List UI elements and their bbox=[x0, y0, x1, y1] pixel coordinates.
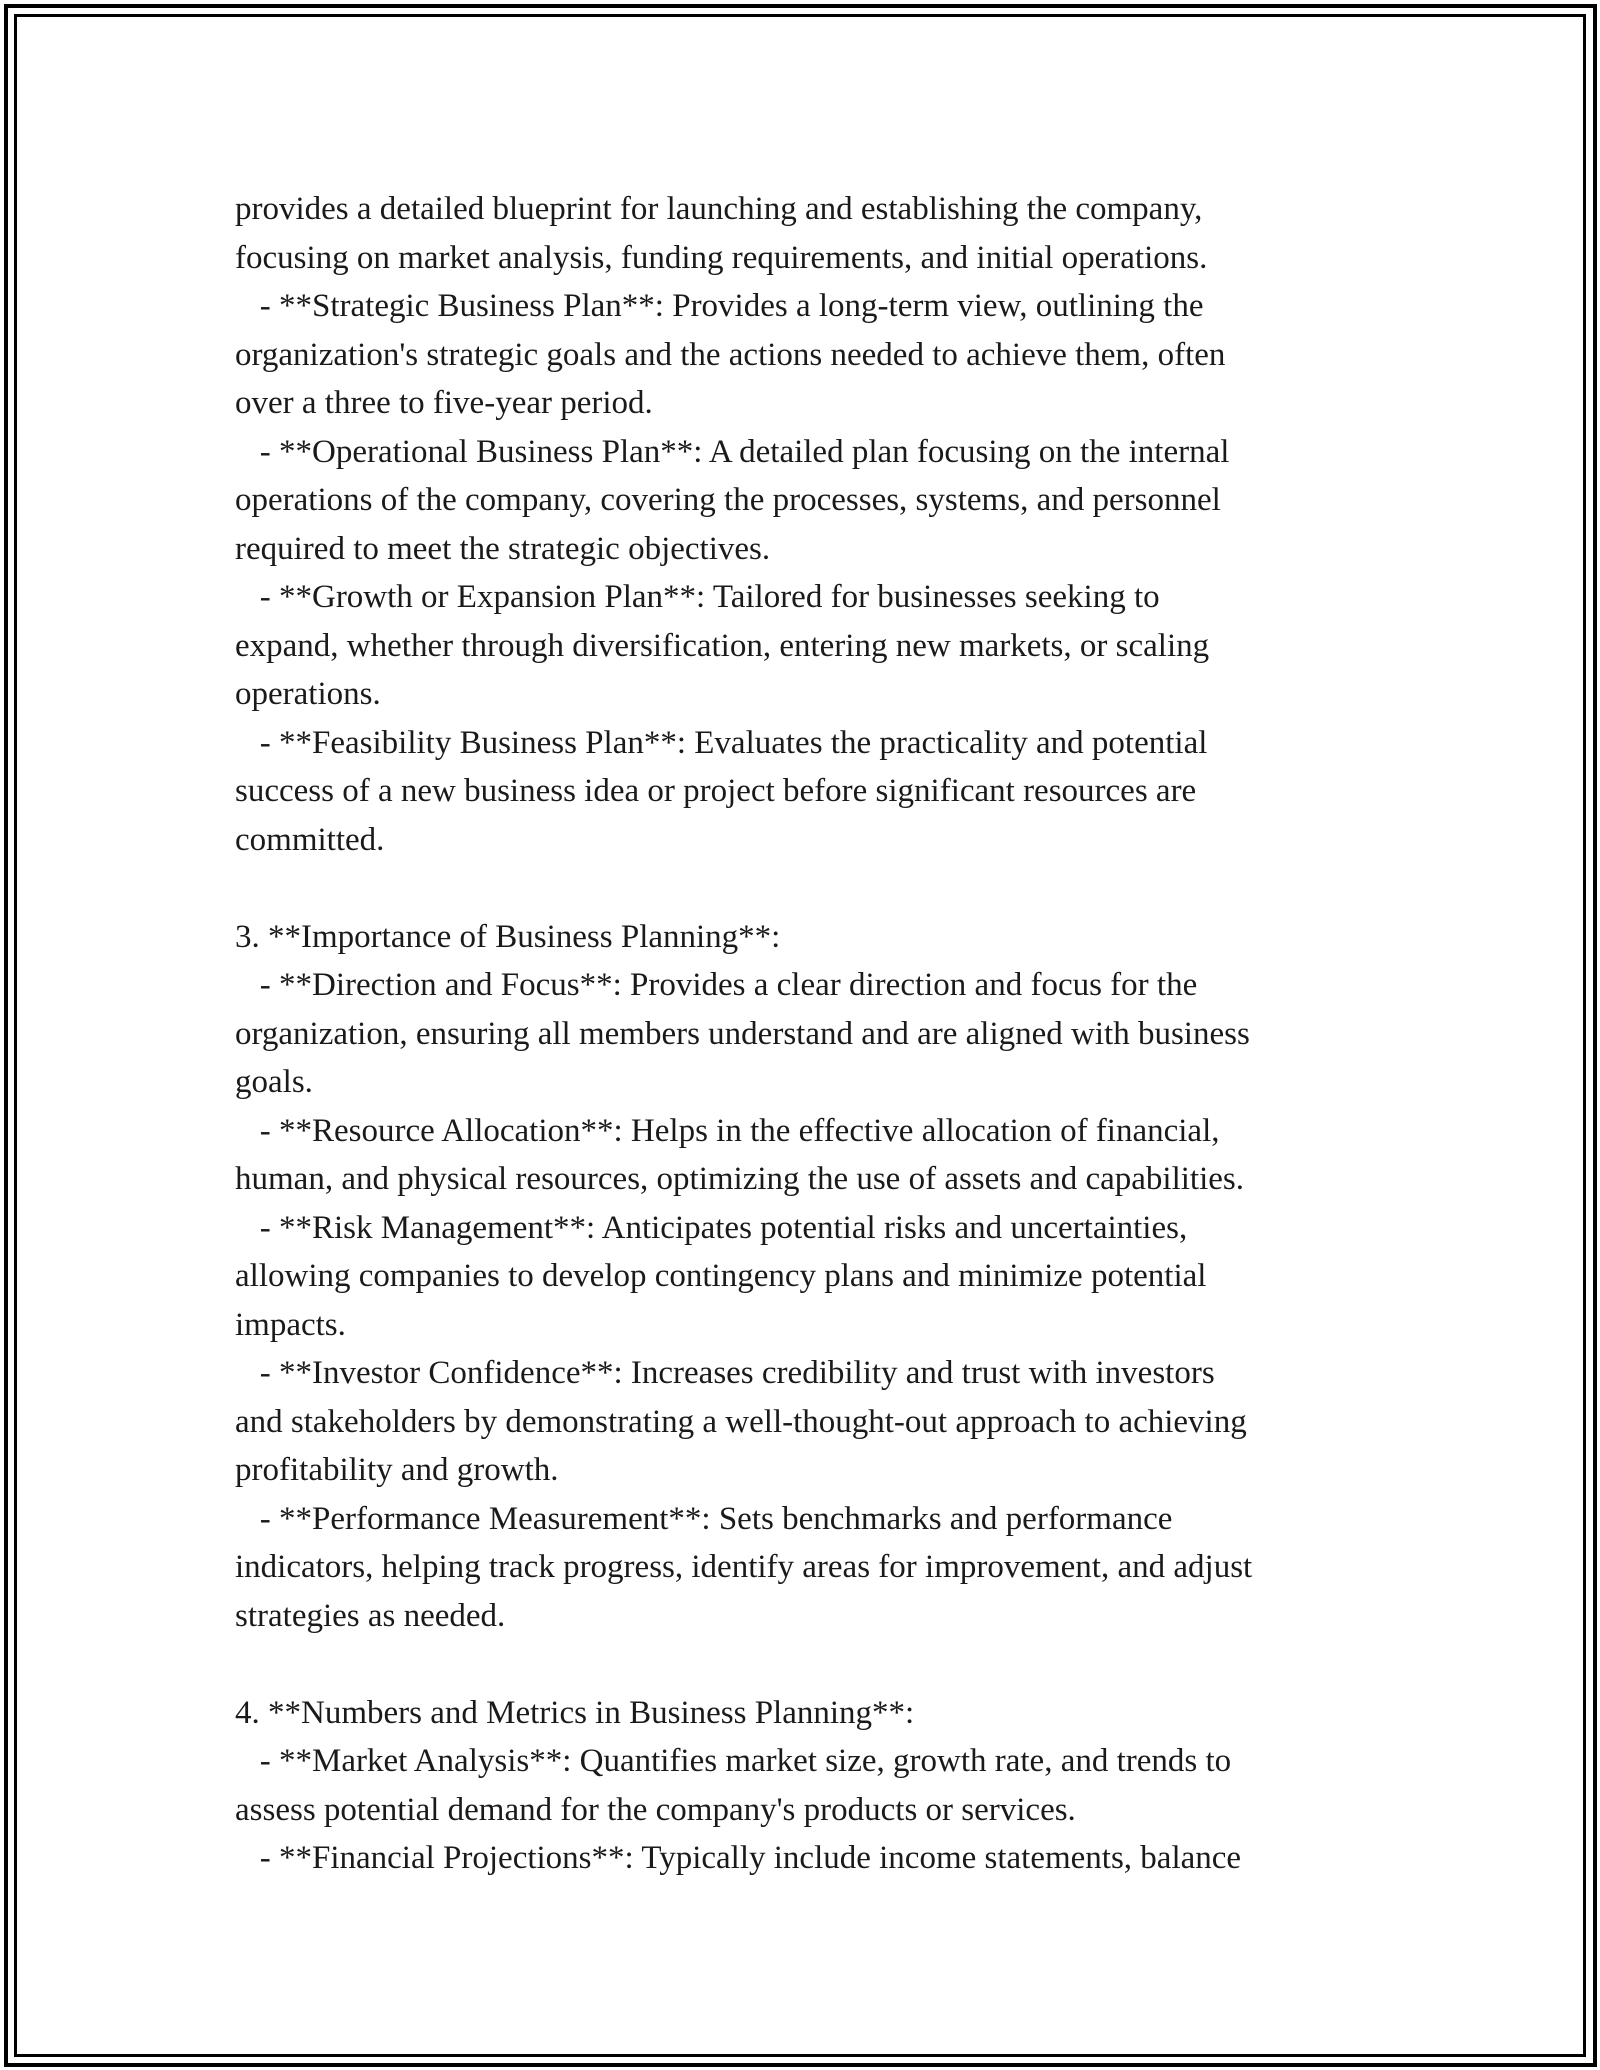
text-line: 3. **Importance of Business Planning**: bbox=[235, 918, 781, 955]
text-line: - **Growth or Expansion Plan**: Tailored for businesses seeking to bbox=[235, 579, 1160, 615]
text-line: organization, ensuring all members understand and are aligned with business bbox=[235, 1015, 1250, 1052]
text-line: committed. bbox=[235, 821, 385, 858]
blank-line bbox=[235, 1640, 1395, 1689]
text-line: and stakeholders by demonstrating a well-thought-out approach to achieving bbox=[235, 1403, 1247, 1440]
text-line: required to meet the strategic objectives. bbox=[235, 530, 771, 567]
text-line: indicators, helping track progress, identify areas for improvement, and adjust bbox=[235, 1549, 1253, 1585]
text-line: organization's strategic goals and the actions needed to achieve them, often bbox=[235, 336, 1226, 373]
text-line: - **Risk Management**: Anticipates potential risks and uncertainties, bbox=[235, 1209, 1188, 1246]
text-line: - **Operational Business Plan**: A detailed plan focusing on the internal bbox=[235, 433, 1230, 470]
text-line: - **Strategic Business Plan**: Provides a long-term view, outlining the bbox=[235, 288, 1204, 324]
text-line: - **Direction and Focus**: Provides a clear direction and focus for the bbox=[235, 967, 1198, 1003]
text-line: - **Market Analysis**: Quantifies market size, growth rate, and trends to bbox=[235, 1743, 1232, 1779]
text-line: operations of the company, covering the processes, systems, and personnel bbox=[235, 482, 1221, 518]
document-body bbox=[235, 185, 1395, 1883]
text-line: - **Resource Allocation**: Helps in the effective allocation of financial, bbox=[235, 1112, 1220, 1149]
text-line: - **Performance Measurement**: Sets benchmarks and performance bbox=[235, 1500, 1173, 1537]
text-line: allowing companies to develop contingency plans and minimize potential bbox=[235, 1258, 1207, 1294]
text-line: 4. **Numbers and Metrics in Business Planning**: bbox=[235, 1694, 915, 1731]
text-line: assess potential demand for the company's products or services. bbox=[235, 1791, 1076, 1828]
text-line: human, and physical resources, optimizing the use of assets and capabilities. bbox=[235, 1161, 1244, 1197]
text-line: expand, whether through diversification, entering new markets, or scaling bbox=[235, 627, 1210, 664]
text-line: focusing on market analysis, funding requirements, and initial operations. bbox=[235, 239, 1208, 276]
text-line: impacts. bbox=[235, 1306, 346, 1343]
text-line: over a three to five-year period. bbox=[235, 385, 653, 421]
text-line: - **Investor Confidence**: Increases credibility and trust with investors bbox=[235, 1355, 1215, 1391]
text-line: provides a detailed blueprint for launching and establishing the company, bbox=[235, 191, 1203, 227]
text-line: - **Feasibility Business Plan**: Evaluates the practicality and potential bbox=[235, 724, 1208, 761]
text-line: operations. bbox=[235, 676, 381, 712]
text-line: goals. bbox=[235, 1064, 313, 1100]
text-line: success of a new business idea or project before significant resources are bbox=[235, 773, 1197, 809]
text-line: - **Financial Projections**: Typically include income statements, balance bbox=[235, 1840, 1242, 1876]
text-line: profitability and growth. bbox=[235, 1452, 559, 1488]
text-line: strategies as needed. bbox=[235, 1597, 506, 1634]
blank-line bbox=[235, 864, 1395, 913]
